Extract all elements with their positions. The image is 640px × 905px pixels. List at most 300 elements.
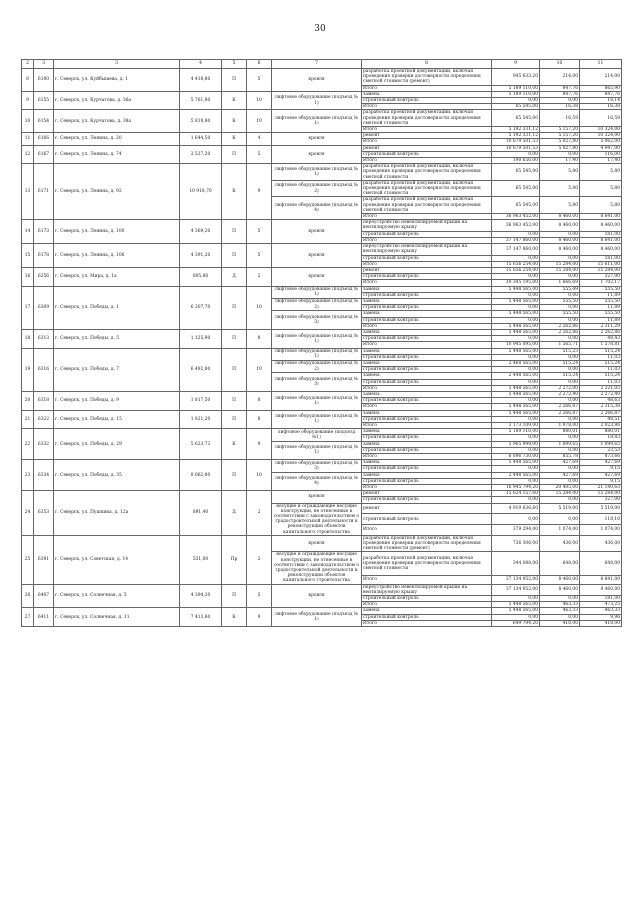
wall-type: К (222, 608, 247, 627)
house-address: г. Северск, ул. Ленина, д. 106 (54, 244, 180, 268)
cost-value: 0,00 (492, 151, 540, 157)
table-row (22, 286, 622, 292)
max-unit-cost: 10 324,00 (580, 127, 622, 133)
work-type: лифтовое оборудование (подъезд № 1) (272, 348, 362, 360)
work-type: кровля (272, 133, 362, 145)
max-unit-cost: 648,00 (580, 552, 622, 575)
work-description: строительный контроль (362, 379, 492, 385)
work-description: Итого (362, 620, 492, 626)
work-type: лифтовое оборудование (подъезд № 3) (272, 311, 362, 330)
work-description: Итого (362, 342, 492, 348)
cost-value: 5 448 565,00 (492, 311, 540, 317)
work-type: лифтовое оборудование (подъезд № 1) (272, 608, 362, 627)
cost-value: 5 448 565,00 (492, 410, 540, 416)
table-row (22, 329, 622, 335)
work-description: замена (362, 429, 492, 435)
floors: 5 (247, 145, 272, 164)
cost-value: 736 306,00 (492, 535, 540, 552)
house-address: г. Северск, ул. Ленина, д. 20 (54, 133, 180, 145)
cost-value: 15 656 254,00 (492, 261, 540, 267)
max-unit-cost: 2 272,40 (580, 391, 622, 397)
row-number: 12 (22, 145, 34, 164)
house-address: г. Северск, ул. Мира, д. 1а (54, 267, 180, 286)
house-code: 6313 (34, 329, 54, 348)
max-unit-cost: 473,25 (580, 602, 622, 608)
house-code: 6154 (34, 110, 54, 133)
cost-value: 5 192 331,12 (492, 127, 540, 133)
house-area: 1 644,50 (180, 133, 222, 145)
max-unit-cost: 1 074,00 (580, 525, 622, 536)
cost-value: 649 794,20 (492, 620, 540, 626)
work-type: лифтовое оборудование (подъезд № 1) (272, 110, 362, 133)
house-area: 7 413,60 (180, 608, 222, 627)
unit-cost: 515,23 (540, 348, 580, 354)
unit-cost: 847,76 (540, 85, 580, 91)
table-row (22, 91, 622, 97)
table-row (22, 584, 622, 595)
max-unit-cost: 2 311,29 (580, 323, 622, 329)
row-number: 22 (22, 429, 34, 460)
work-description: переустройство невентилируемой крыши на вентилируемую крышу (362, 244, 492, 255)
floors: 8 (247, 391, 272, 410)
work-description: замена (362, 472, 492, 478)
max-unit-cost: 11,03 (580, 367, 622, 373)
house-address: г. Северск, ул. Ленина, д. 92 (54, 164, 180, 220)
house-address: г. Северск, ул. Солнечная, д. 11 (54, 608, 180, 627)
house-address: г. Северск, ул. Победы, д. 1 (54, 286, 180, 329)
cost-value: 0,00 (492, 305, 540, 311)
max-unit-cost: 23,53 (580, 447, 622, 453)
work-type: кровля (272, 220, 362, 244)
table-row (22, 110, 622, 127)
wall-type: П (222, 220, 247, 244)
max-unit-cost: 1 099,65 (580, 441, 622, 447)
work-description: замена (362, 91, 492, 97)
house-code: 6256 (34, 267, 54, 286)
cost-value: 5 189 110,00 (492, 91, 540, 97)
unit-cost: 847,76 (540, 91, 580, 97)
max-unit-cost: 181,00 (580, 596, 622, 602)
unit-cost: 0,00 (540, 292, 580, 298)
unit-cost: 880,01 (540, 429, 580, 435)
max-unit-cost: 515,24 (580, 373, 622, 379)
work-description: замена (362, 373, 492, 379)
house-code: 6391 (34, 535, 54, 584)
unit-cost: 0,00 (540, 478, 580, 484)
row-number: 21 (22, 410, 34, 429)
unit-cost: 2 266,87 (540, 404, 580, 410)
unit-cost: 8 460,00 (540, 220, 580, 231)
table-row (22, 391, 622, 397)
unit-cost: 855,78 (540, 454, 580, 460)
unit-cost: 8 460,00 (540, 575, 580, 584)
cost-value: 0,00 (492, 514, 540, 525)
table-row (22, 491, 622, 497)
work-description: Итого (362, 237, 492, 243)
work-description: замена (362, 441, 492, 447)
cost-value: 65 545,00 (492, 164, 540, 181)
max-unit-cost: 1 578,81 (580, 342, 622, 348)
unit-cost: 418,00 (540, 620, 580, 626)
house-address: г. Северск, ул. Пушкина, д. 12а (54, 491, 180, 536)
max-unit-cost: 11,89 (580, 292, 622, 298)
cost-value: 65 545,00 (492, 110, 540, 127)
work-description: разработка проектной документации, включая проведение проверки достоверности определения сметной стоимости (362, 552, 492, 575)
cost-value: 0,00 (492, 497, 540, 503)
max-unit-cost: 5,80 (580, 197, 622, 214)
work-type: кровля (272, 145, 362, 164)
max-unit-cost: 8 641,00 (580, 237, 622, 243)
work-description: Итого (362, 525, 492, 536)
column-number: 10 (540, 60, 580, 69)
unit-cost: 515,24 (540, 360, 580, 366)
column-number: 6 (247, 60, 272, 69)
house-code: 6316 (34, 348, 54, 391)
unit-cost: 5 157,20 (540, 127, 580, 133)
unit-cost: 15 284,00 (540, 261, 580, 267)
work-type: лифтовое оборудование (подъезд № 3) (272, 460, 362, 472)
cost-value: 5 448 565,00 (492, 460, 540, 466)
work-description: строительный контроль (362, 98, 492, 104)
work-type: кровля (272, 584, 362, 608)
work-description: переустройство невентилируемой крыши на вентилируемую крышу (362, 584, 492, 595)
house-code: 6334 (34, 460, 54, 491)
house-address: г. Северск, ул. Ленина, д. 74 (54, 145, 180, 164)
row-number: 26 (22, 584, 34, 608)
house-code: 6309 (34, 286, 54, 329)
work-description: Итого (362, 454, 492, 460)
house-area: 3 527,20 (180, 145, 222, 164)
work-description: Итого (362, 158, 492, 164)
work-type: лифтовое оборудование (подъезд № 4) (272, 472, 362, 491)
unit-cost: 0,00 (540, 255, 580, 261)
work-type: лифтовое оборудование (подъезд № 1) (272, 91, 362, 110)
work-description: Итого (362, 323, 492, 329)
cost-value: 379 294,00 (492, 525, 540, 536)
unit-cost: 463,33 (540, 602, 580, 608)
column-number: 2 (22, 60, 34, 69)
work-description: строительный контроль (362, 151, 492, 157)
work-type: кровля (272, 535, 362, 552)
unit-cost: 0,00 (540, 435, 580, 441)
unit-cost: 16,59 (540, 110, 580, 127)
house-address: г. Северск, ул. Победы, д. 29 (54, 429, 180, 460)
cost-value: 0,00 (492, 435, 540, 441)
cost-value: 5 448 565,00 (492, 608, 540, 614)
max-unit-cost: 48,43 (580, 336, 622, 342)
work-description: замена (362, 460, 492, 466)
column-number-row (22, 60, 622, 69)
house-address: г. Северск, ул. Победы, д. 15 (54, 410, 180, 429)
floors: 2 (247, 491, 272, 536)
work-type: лифтовое оборудование (подъезд № 1) (272, 391, 362, 410)
cost-value: 0,00 (492, 98, 540, 104)
cost-value: 65 545,00 (492, 197, 540, 214)
cost-value: 5 448 565,00 (492, 385, 540, 391)
work-type: несущие и ограждающие несущие конструкции, не отнесенные в соответствии с законодательством о градостроительной деятельности к реконструкции объектов капитального строительства (272, 552, 362, 584)
row-number: 23 (22, 460, 34, 491)
work-description: замена (362, 298, 492, 304)
work-description: строительный контроль (362, 317, 492, 323)
max-unit-cost: 436,00 (580, 535, 622, 552)
floors: 4 (247, 133, 272, 145)
cost-value: 37 147 860,00 (492, 237, 540, 243)
row-number: 24 (22, 491, 34, 536)
unit-cost: 2 262,86 (540, 329, 580, 335)
wall-type: П (222, 460, 247, 491)
cost-value: 0,00 (492, 367, 540, 373)
max-unit-cost: 18,14 (580, 98, 622, 104)
house-address: г. Северск, ул. Ленина, д. 100 (54, 220, 180, 244)
floors: 10 (247, 286, 272, 329)
max-unit-cost: 8 641,00 (580, 214, 622, 220)
max-unit-cost: 8 460,00 (580, 244, 622, 255)
work-description: строительный контроль (362, 466, 492, 472)
max-unit-cost: 181,00 (580, 231, 622, 237)
unit-cost: 1 074,00 (540, 525, 580, 536)
max-unit-cost: 48,63 (580, 398, 622, 404)
cost-value: 6 896 730,00 (492, 454, 540, 460)
cost-value: 4 919 636,60 (492, 503, 540, 514)
cost-value: 5 448 565,00 (492, 286, 540, 292)
unit-cost: 2 272,40 (540, 391, 580, 397)
table-row (22, 244, 622, 255)
work-type: лифтовое оборудование (подъезд № 4) (272, 197, 362, 220)
wall-type: П (222, 244, 247, 268)
work-type: лифтовое оборудование (подъезд № 1) (272, 286, 362, 298)
row-number: 14 (22, 220, 34, 244)
cost-value: 344 088,00 (492, 552, 540, 575)
table-row (22, 133, 622, 139)
max-unit-cost: 16,38 (580, 104, 622, 110)
cost-value: 5 448 565,00 (492, 323, 540, 329)
table-row (22, 429, 622, 435)
unit-cost: 2 266,87 (540, 410, 580, 416)
max-unit-cost: 1 702,17 (580, 280, 622, 286)
work-type: кровля (272, 244, 362, 268)
column-number: 8 (362, 60, 492, 69)
unit-cost: 555,50 (540, 311, 580, 317)
cost-value: 5 448 565,00 (492, 602, 540, 608)
max-unit-cost: 515,24 (580, 360, 622, 366)
max-unit-cost: 11,89 (580, 317, 622, 323)
cost-value: 10 345 195,00 (492, 280, 540, 286)
house-code: 6155 (34, 91, 54, 110)
floors: 8 (247, 410, 272, 429)
unit-cost: 463,33 (540, 608, 580, 614)
cost-value: 945 633,20 (492, 69, 540, 86)
max-unit-cost: 48,51 (580, 416, 622, 422)
column-number: 5 (222, 60, 247, 69)
floors: 5 (247, 584, 272, 608)
unit-cost: 0,00 (540, 336, 580, 342)
work-description: ремонт (362, 267, 492, 273)
cost-value: 5 965 999,00 (492, 441, 540, 447)
unit-cost: 0,00 (540, 398, 580, 404)
table-row (22, 267, 622, 273)
row-number: 11 (22, 133, 34, 145)
house-code: 6318 (34, 391, 54, 410)
cost-value: 16 945 794,20 (492, 485, 540, 491)
work-description: Итого (362, 602, 492, 608)
max-unit-cost: 8 460,00 (580, 584, 622, 595)
cost-value: 10 679 501,53 (492, 145, 540, 151)
work-description: разработка проектной документации, включая проведение проверки достоверности определения сметной стоимости (362, 197, 492, 214)
cost-value: 37 147 860,00 (492, 244, 540, 255)
page-number: 30 (314, 24, 326, 34)
unit-cost: 2 262,86 (540, 323, 580, 329)
work-description: строительный контроль (362, 596, 492, 602)
house-area: 6 492,80 (180, 348, 222, 391)
unit-cost: 15 284,00 (540, 491, 580, 497)
unit-cost: 17,40 (540, 158, 580, 164)
unit-cost: 5 027,80 (540, 145, 580, 151)
max-unit-cost: 8 641,00 (580, 575, 622, 584)
house-address: г. Северск, ул. Победы, д. 5 (54, 329, 180, 348)
wall-type: П (222, 329, 247, 348)
unit-cost: 0,00 (540, 354, 580, 360)
work-description: Итого (362, 422, 492, 428)
unit-cost: 0,00 (540, 447, 580, 453)
column-number: 3 (34, 60, 54, 69)
work-description: Итого (362, 139, 492, 145)
work-description: замена (362, 286, 492, 292)
work-type: лифтовое оборудование (подъезд № 1) (272, 164, 362, 181)
unit-cost: 555,50 (540, 298, 580, 304)
work-description: строительный контроль (362, 614, 492, 620)
unit-cost: 427,69 (540, 472, 580, 478)
unit-cost: 2 272,00 (540, 385, 580, 391)
cost-value: 37 134 952,00 (492, 584, 540, 595)
cost-value: 5 448 565,00 (492, 391, 540, 397)
house-address: г. Северск, ул. Советская, д. 14 (54, 535, 180, 584)
house-area: 5 623,72 (180, 429, 222, 460)
work-description: строительный контроль (362, 336, 492, 342)
work-description: строительный контроль (362, 447, 492, 453)
cost-value: 36 963 452,00 (492, 220, 540, 231)
unit-cost: 648,00 (540, 552, 580, 575)
work-type: лифтовое оборудование (подъезд № 2) (272, 298, 362, 310)
unit-cost: 0,00 (540, 416, 580, 422)
house-area: 4 394,20 (180, 584, 222, 608)
wall-type: К (222, 133, 247, 145)
work-type: лифтовое оборудование (подъезд №1) (272, 429, 362, 441)
work-description: строительный контроль (362, 416, 492, 422)
work-description: строительный контроль (362, 435, 492, 441)
cost-value: 36 963 452,00 (492, 214, 540, 220)
table-row (22, 145, 622, 151)
floors: 9 (247, 164, 272, 220)
work-description: Итого (362, 85, 492, 91)
unit-cost: 8 460,00 (540, 237, 580, 243)
max-unit-cost: 327,00 (580, 274, 622, 280)
wall-type: П (222, 391, 247, 410)
cost-value: 5 448 565,00 (492, 329, 540, 335)
cost-value: 37 134 952,00 (492, 575, 540, 584)
work-description: ремонт (362, 503, 492, 514)
work-description: замена (362, 311, 492, 317)
max-unit-cost: 427,69 (580, 472, 622, 478)
max-unit-cost: 418,00 (580, 620, 622, 626)
work-description: замена (362, 329, 492, 335)
wall-type: П (222, 145, 247, 164)
cost-value: 0,00 (492, 292, 540, 298)
work-description: строительный контроль (362, 274, 492, 280)
unit-cost: 0,00 (540, 614, 580, 620)
work-description: ремонт (362, 133, 492, 139)
row-number: 13 (22, 164, 34, 220)
unit-cost: 0,00 (540, 151, 580, 157)
row-number: 8 (22, 69, 34, 92)
unit-cost: 1 978,00 (540, 422, 580, 428)
table-row (22, 348, 622, 354)
max-unit-cost: 4 947,00 (580, 145, 622, 151)
unit-cost: 5,80 (540, 164, 580, 181)
max-unit-cost: 555,50 (580, 298, 622, 304)
max-unit-cost: 2 315,38 (580, 404, 622, 410)
cost-value: 0,00 (492, 416, 540, 422)
cost-value: 10 679 501,53 (492, 139, 540, 145)
work-description: строительный контроль (362, 305, 492, 311)
wall-type: К (222, 91, 247, 110)
house-address: г. Северск, ул. Курчатова, д. 38а (54, 110, 180, 133)
table-row (22, 410, 622, 416)
unit-cost: 1 099,65 (540, 441, 580, 447)
house-area: 1 817,50 (180, 391, 222, 410)
work-description: разработка проектной документации, включая проведение проверки достоверности определения сметной стоимости (362, 180, 492, 197)
unit-cost: 0,00 (540, 466, 580, 472)
work-description: разработка проектной документации, включая проведение проверки достоверности определения сметной стоимости (ремонт) (362, 535, 492, 552)
floors: 8 (247, 329, 272, 348)
max-unit-cost: 15 611,00 (580, 261, 622, 267)
house-address: г. Северск, ул. Курчатова, д. 36а (54, 91, 180, 110)
max-unit-cost: 15 284,00 (580, 491, 622, 497)
unit-cost: 0,00 (540, 514, 580, 525)
max-unit-cost: 21 140,63 (580, 485, 622, 491)
max-unit-cost: 2 023,86 (580, 422, 622, 428)
unit-cost: 0,00 (540, 379, 580, 385)
row-number: 16 (22, 267, 34, 286)
max-unit-cost: 873,66 (580, 454, 622, 460)
work-description: строительный контроль (362, 478, 492, 484)
unit-cost: 0,00 (540, 317, 580, 323)
work-type: несущие и ограждающие несущие конструкции, не отнесенные в соответствии с законодательством о градостроительной деятельности к реконструкции объектов капитального строительства (272, 503, 362, 535)
row-number: 20 (22, 391, 34, 410)
work-description: замена (362, 348, 492, 354)
house-address: г. Северск, ул. Куйбышева, д. 1 (54, 69, 180, 92)
house-area: 5 761,80 (180, 91, 222, 110)
work-type: лифтовое оборудование (подъезд № 3) (272, 373, 362, 392)
unit-cost: 0,00 (540, 231, 580, 237)
work-description: Итого (362, 575, 492, 584)
max-unit-cost: 11,03 (580, 354, 622, 360)
max-unit-cost: 11,03 (580, 379, 622, 385)
work-description: строительный контроль (362, 255, 492, 261)
cost-value: 0,00 (492, 398, 540, 404)
max-unit-cost: 5 519,00 (580, 503, 622, 514)
unit-cost: 0,00 (540, 367, 580, 373)
max-unit-cost: 16,59 (580, 110, 622, 127)
max-unit-cost: 427,69 (580, 460, 622, 466)
floors: 10 (247, 110, 272, 133)
max-unit-cost: 214,00 (580, 69, 622, 86)
floors: 9 (247, 608, 272, 627)
row-number: 27 (22, 608, 34, 627)
max-unit-cost: 15 284,00 (580, 267, 622, 273)
cost-value: 5 448 565,00 (492, 348, 540, 354)
max-unit-cost: 18,83 (580, 435, 622, 441)
cost-value: 65 545,00 (492, 104, 540, 110)
